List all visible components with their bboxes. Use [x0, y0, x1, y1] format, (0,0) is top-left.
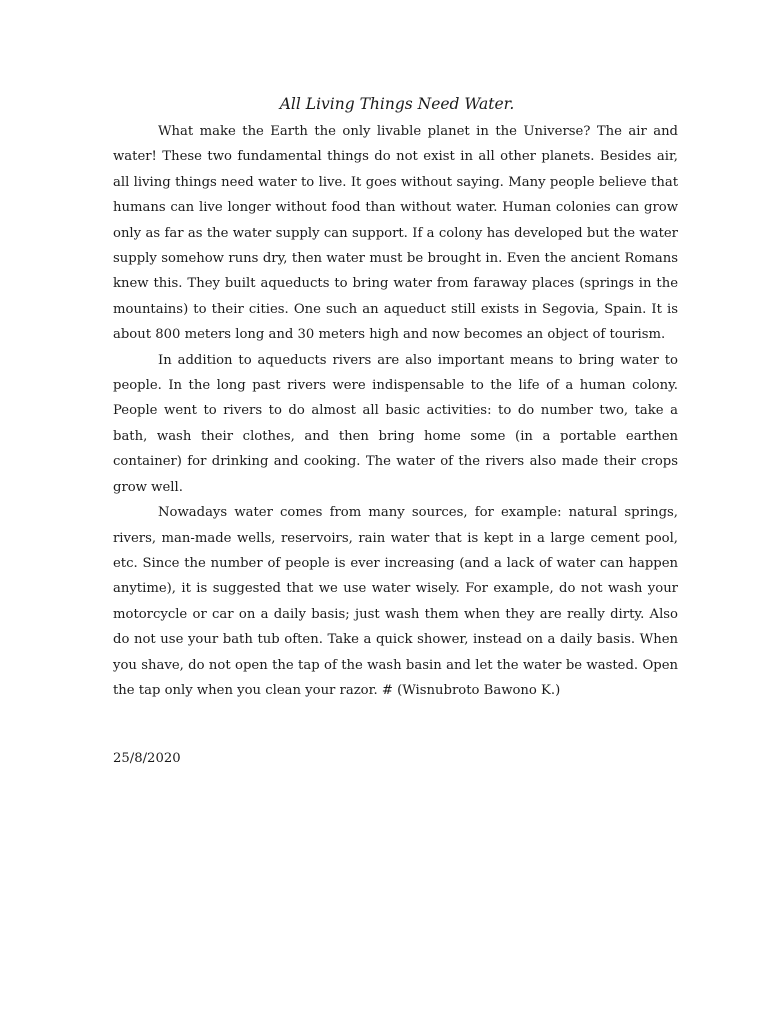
document-date: 25/8/2020 [113, 751, 181, 766]
paragraph-2: In addition to aqueducts rivers are also important means to bring water to people. In the long past rivers were indispensable to the life of a human colony. People went to rivers to do almost all basic activities: to do number two, take a bath, wash their clothes, and then bring home some (in a portable earthen container) for drinking and cooking. The water of the rivers also made their crops grow well. [113, 352, 678, 495]
document-body [113, 119, 678, 703]
paragraph-1: What make the Earth the only livable planet in the Universe? The air and water! These two fundamental things do not exist in all other planets. Besides air, all living things need water to live. It goes without saying. Many people believe that humans can live longer without food than without water. Human colonies can grow only as far as the water supply can support. If a colony has developed but the water supply somehow runs dry, then water must be brought in. Even the ancient Romans knew this. They built aqueducts to bring water from faraway places (springs in the mountains) to their cities. One such an aqueduct still exists in Segovia, Spain. It is about 800 meters long and 30 meters high and now becomes an object of tourism. [113, 124, 678, 343]
paragraph-3: Nowadays water comes from many sources, for example: natural springs, rivers, man-made wells, reservoirs, rain water that is kept in a large cement pool, etc. Since the number of people is ever increasing (and a lack of water can happen anytime), it is suggested that we use water wisely. For example, do not wash your motorcycle or car on a daily basis; just wash them when they are really dirty. Also do not use your bath tub often. Take a quick shower, instead on a daily basis. When you shave, do not open the tap of the wash basin and let the water be wasted. Open the tap only when you clean your razor. # (Wisnubroto Bawono K.) [113, 505, 678, 698]
document-title: All Living Things Need Water. [279, 95, 515, 113]
